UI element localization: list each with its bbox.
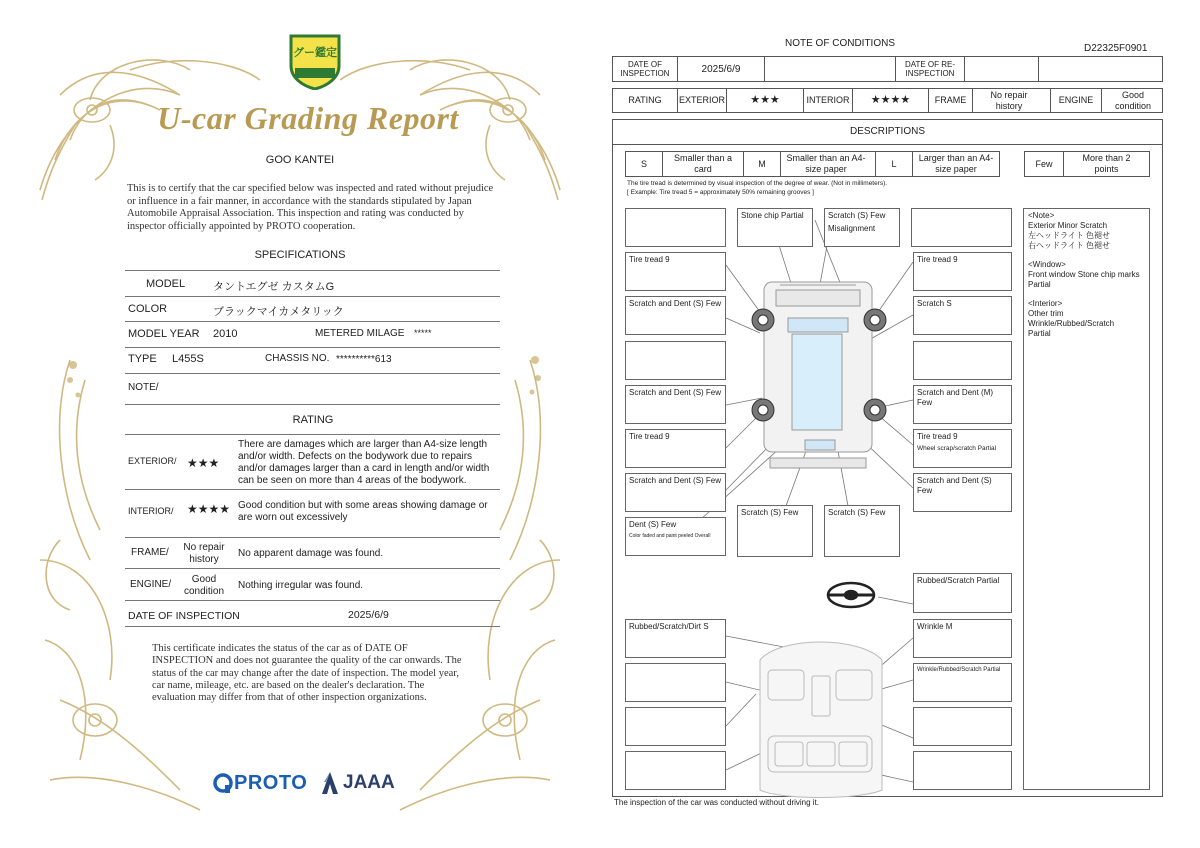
chassis-label: CHASSIS NO. — [265, 353, 330, 364]
note-line: Partial — [1028, 280, 1051, 289]
divider — [125, 296, 500, 297]
divider — [125, 489, 500, 490]
interior-label: INTERIOR/ — [128, 506, 174, 516]
exterior-stars: ★★★ — [187, 456, 220, 470]
exterior-label: EXTERIOR — [678, 95, 725, 105]
description-box: Stone chip Partial — [737, 208, 813, 247]
engine-label: ENGINE — [1058, 95, 1094, 105]
description-box: Wrinkle M — [913, 619, 1012, 658]
jaaa-logo-text: JAAA — [343, 772, 395, 793]
frame-label: FRAME — [934, 95, 967, 105]
divider — [125, 434, 500, 435]
spacer — [1028, 290, 1145, 299]
description-box — [625, 663, 726, 702]
rating-heading: RATING — [292, 414, 334, 426]
engine-description: Nothing irregular was found. — [238, 580, 364, 591]
description-box: Rubbed/Scratch Partial — [913, 573, 1012, 613]
note-of-conditions — [600, 0, 1200, 848]
legend-few: Few — [1035, 158, 1053, 169]
exterior-description: There are damages which are larger than A4-size length and/or width. Defects on the bodywork due to repairs and/or damages larger than a card in length and/or width can be seen on more than 4 areas of the bodywork. — [238, 439, 490, 486]
interior-stars: ★★★★ — [187, 502, 231, 516]
mileage-label: METERED MILAGE — [315, 328, 405, 339]
description-box: Rubbed/Scratch/Dirt S — [625, 619, 726, 658]
proto-mark-icon — [213, 772, 233, 794]
frame-description: No apparent damage was found. — [238, 548, 384, 559]
model-year-value: 2010 — [213, 328, 238, 340]
engine-value: Good condition — [183, 574, 225, 597]
description-box — [625, 707, 726, 746]
type-value: L455S — [172, 353, 204, 365]
model-label: MODEL — [146, 278, 186, 290]
interior-rating: ★★★★ — [870, 94, 911, 106]
note-line: 左ヘッドライト 色褪せ — [1028, 231, 1110, 240]
type-label: TYPE — [128, 353, 157, 365]
divider — [125, 404, 500, 405]
description-box — [913, 751, 1012, 790]
note-line: Other trim — [1028, 309, 1064, 318]
description-box — [913, 341, 1012, 380]
exterior-rating: ★★★ — [750, 94, 780, 106]
exterior-label: EXTERIOR/ — [128, 456, 177, 466]
divider — [125, 270, 500, 271]
description-box: Tire tread 9 — [625, 429, 726, 468]
description-box — [625, 341, 726, 380]
inspection-date-value: 2025/6/9 — [348, 609, 389, 621]
description-box: Scratch and Dent (S) Few — [625, 473, 726, 512]
interior-heading: <Interior> — [1028, 299, 1063, 308]
divider — [125, 626, 500, 627]
description-box: Scratch (S) Few — [824, 505, 900, 557]
description-text: Scratch (S) Few — [828, 211, 886, 220]
engine-value: Good condition — [1114, 89, 1152, 111]
note-line: Partial — [1028, 329, 1051, 338]
note-line: Wrinkle/Rubbed/Scratch — [1028, 319, 1115, 328]
legend-l-desc: Larger than an A4-size paper — [918, 153, 994, 174]
note-line: Exterior Minor Scratch — [1028, 221, 1108, 230]
legend-s: S — [640, 158, 647, 169]
description-box: Tire tread 9 — [913, 252, 1012, 291]
description-text: Misalignment — [828, 224, 876, 233]
steering-wheel-icon — [828, 583, 874, 607]
description-subtext: Wheel scrap/scratch Partial — [917, 445, 997, 452]
description-text: Tire tread 9 — [917, 432, 958, 441]
document-id: D22325F0901 — [1084, 43, 1148, 54]
car-top-view — [764, 282, 872, 468]
spacer — [1028, 251, 1145, 260]
divider — [125, 600, 500, 601]
model-year-label: MODEL YEAR — [128, 328, 200, 340]
rating-label: RATING — [628, 95, 662, 105]
legend-l: L — [891, 158, 897, 169]
interior-label: INTERIOR — [806, 95, 850, 105]
note-line: 右ヘッドライト 色褪せ — [1028, 241, 1110, 250]
engine-label: ENGINE/ — [130, 579, 172, 590]
conditions-title: NOTE OF CONDITIONS — [785, 38, 895, 49]
inspection-date-label: DATE OF INSPECTION — [128, 610, 240, 622]
mileage-value: ***** — [414, 328, 432, 338]
notes-box — [1023, 208, 1150, 790]
jaaa-mark-icon — [320, 771, 340, 795]
divider — [125, 568, 500, 569]
description-box: Scratch S — [913, 296, 1012, 335]
note-line: Front window Stone chip marks — [1028, 270, 1140, 279]
description-box — [913, 707, 1012, 746]
description-box: Tire tread 9 — [625, 252, 726, 291]
proto-logo — [213, 770, 307, 796]
tire-note-example: [ Example: Tire tread 5 = approximately 50% remaining grooves ] — [627, 189, 814, 196]
date-of-inspection-value: 2025/6/9 — [701, 63, 741, 75]
shield-icon — [287, 32, 343, 90]
legend-m-desc: Smaller than an A4-size paper — [786, 153, 866, 174]
description-box: Scratch and Dent (S) Few — [625, 385, 726, 424]
tire-note: The tire tread is determined by visual inspection of the degree of wear. (Not in millimeters). — [627, 180, 888, 187]
specs-heading: SPECIFICATIONS — [254, 249, 346, 261]
date-of-inspection-label: DATE OF INSPECTION — [620, 60, 670, 78]
note-label: NOTE/ — [128, 382, 159, 393]
description-box — [625, 751, 726, 790]
frame-value: No repair history — [183, 542, 225, 565]
date-of-reinspection-label: DATE OF RE-INSPECTION — [904, 60, 956, 78]
descriptions-heading: DESCRIPTIONS — [849, 126, 925, 137]
note-heading: <Note> — [1028, 211, 1055, 220]
description-box: Scratch and Dent (M) Few — [913, 385, 1012, 424]
description-box: Scratch and Dent (S) Few — [913, 473, 1012, 512]
color-label: COLOR — [128, 303, 168, 315]
frame-value: No repair history — [990, 89, 1028, 111]
divider — [125, 321, 500, 322]
color-value: ブラックマイカメタリック — [213, 306, 344, 318]
model-value: タントエグゼ カスタムG — [213, 281, 335, 293]
badge-text: グー鑑定 — [293, 47, 337, 59]
description-box: Scratch (S) Few — [737, 505, 813, 557]
frame-label: FRAME/ — [131, 547, 169, 558]
description-subtext: Color faded and paint peeled Overall — [629, 533, 711, 539]
description-box — [625, 517, 726, 556]
description-box — [913, 429, 1012, 468]
legend-s-desc: Smaller than a card — [673, 153, 733, 174]
report-subtitle: GOO KANTEI — [265, 154, 335, 166]
divider — [125, 347, 500, 348]
legend-m: M — [758, 158, 766, 169]
description-text: Dent (S) Few — [629, 520, 677, 529]
description-box — [625, 208, 726, 247]
divider — [125, 373, 500, 374]
chassis-value: **********613 — [336, 354, 392, 365]
goo-kantei-badge — [287, 32, 343, 90]
intro-text: This is to certify that the car specified below was inspected and rated without prejudice or influence in a fair manner, in accordance with the standards stipulated by Japan Automobile Appraisal Association. This inspection and rating was conducted by inspector officially appointed by PROTO cooperation. — [127, 183, 494, 232]
certificate-footer: This certificate indicates the status of the car as of DATE OF INSPECTION and does not guarantee the quality of the car onwards. The status of the car may change after the date of inspection. The model year, car name, mileage, etc. are based on the dealer's declaration. The evaluation may differ from that of other inspection organizations. — [152, 643, 462, 704]
interior-description: Good condition but with some areas showing damage or are worn out excessively — [238, 500, 488, 523]
legend-few-desc: More than 2 points — [1082, 153, 1131, 174]
description-box — [824, 208, 900, 247]
report-title: U-car Grading Report — [157, 100, 459, 136]
description-box — [911, 208, 1012, 247]
proto-logo-text: PROTO — [234, 771, 308, 794]
description-box: Wrinkle/Rubbed/Scratch Partial — [913, 663, 1012, 702]
car-interior-view — [760, 642, 882, 798]
jaaa-logo — [320, 770, 395, 796]
window-heading: <Window> — [1028, 260, 1066, 269]
description-box: Scratch and Dent (S) Few — [625, 296, 726, 335]
conditions-footer: The inspection of the car was conducted without driving it. — [614, 798, 819, 807]
divider — [125, 537, 500, 538]
